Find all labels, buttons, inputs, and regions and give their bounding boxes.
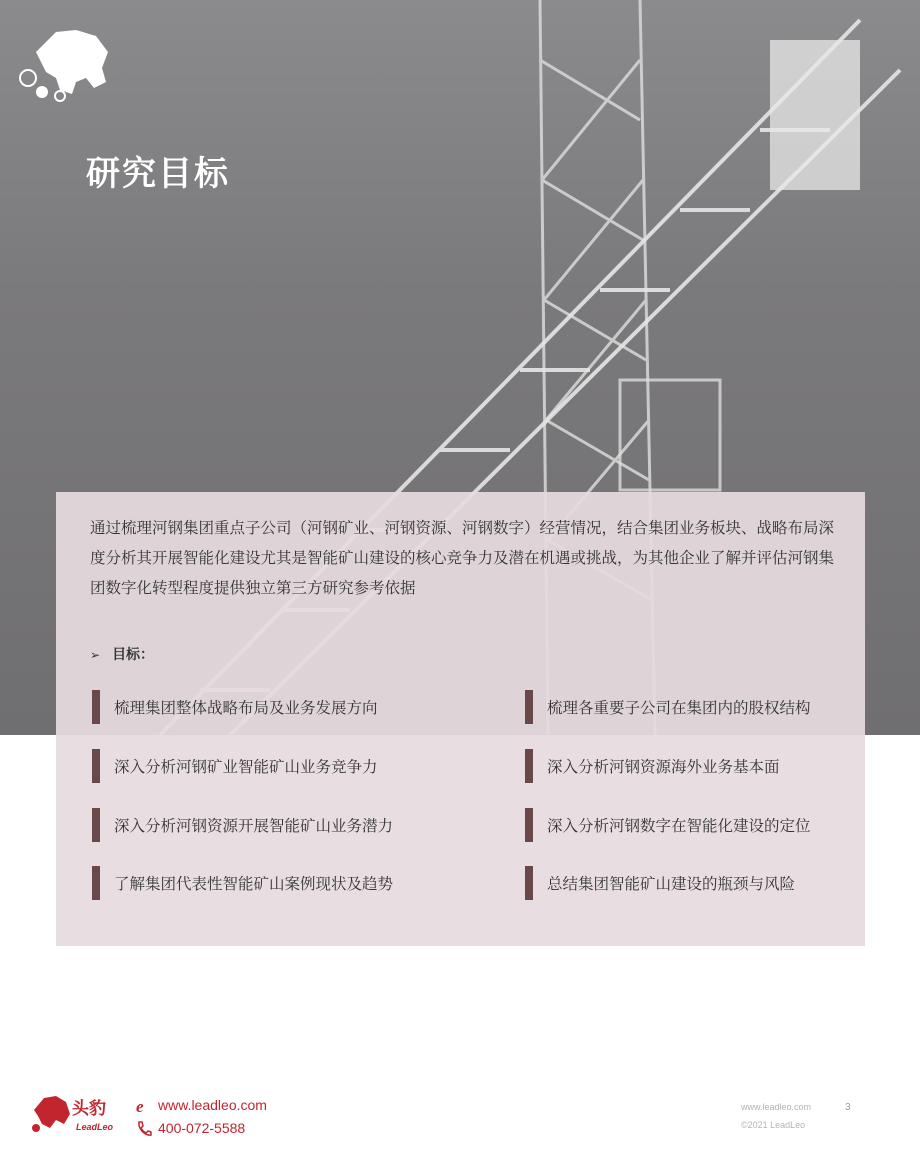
footer-website[interactable]: www.leadleo.com	[158, 1097, 267, 1113]
page-title: 研究目标	[86, 154, 230, 194]
leopard-logo-icon	[16, 22, 112, 102]
goal-bar	[525, 866, 533, 900]
footer-meta	[741, 1098, 811, 1134]
footer-contact	[135, 1094, 267, 1140]
footer-site-small: www.leadleo.com	[741, 1102, 812, 1112]
intro-paragraph: 通过梳理河钢集团重点子公司（河钢矿业、河钢资源、河钢数字）经营情况，结合集团业务板块、战略布局深度分析其开展智能化建设尤其是智能矿山建设的核心竞争力及潜在机遇或挑战，为其他企业了解并评估河钢集团数字化转型程度提供独立第三方研究参考依据	[90, 519, 835, 597]
goal-bar	[525, 690, 533, 724]
web-e-icon	[135, 1097, 153, 1115]
goal-right-3	[525, 808, 811, 842]
goal-text: 了解集团代表性智能矿山案例现状及趋势	[114, 875, 394, 893]
goal-left-1	[92, 690, 378, 724]
footer-brand-cn: 头豹	[72, 1099, 106, 1119]
footer-logo	[30, 1090, 130, 1136]
goal-left-2	[92, 749, 378, 783]
goal-text: 总结集团智能矿山建设的瓶颈与风险	[547, 875, 796, 893]
goal-text: 深入分析河钢资源海外业务基本面	[547, 758, 780, 776]
goal-left-3	[92, 808, 393, 842]
goal-right-2	[525, 749, 780, 783]
goal-bar	[92, 749, 100, 783]
goal-left-4	[92, 866, 393, 900]
footer-phone-row	[135, 1117, 267, 1140]
goal-bar	[92, 690, 100, 724]
goal-right-1	[525, 690, 811, 724]
goal-bar	[92, 866, 100, 900]
goal-bar	[525, 749, 533, 783]
phone-icon	[135, 1120, 153, 1138]
goal-text: 梳理集团整体战略布局及业务发展方向	[114, 699, 378, 717]
page-number: 3	[845, 1102, 851, 1113]
goals-heading-label: 目标：	[112, 647, 155, 663]
goal-text: 深入分析河钢资源开展智能矿山业务潜力	[114, 817, 394, 835]
goal-text: 深入分析河钢数字在智能化建设的定位	[547, 817, 811, 835]
leopard-logo-icon	[30, 1090, 130, 1136]
goals-heading	[90, 644, 154, 664]
goal-bar	[92, 808, 100, 842]
arrow-bullet-icon: ➢	[90, 648, 101, 662]
footer-brand-en: LeadLeo	[76, 1122, 114, 1132]
footer-website-row[interactable]	[135, 1094, 267, 1117]
footer-copyright: ©2021 LeadLeo	[741, 1120, 806, 1130]
goal-text: 深入分析河钢矿业智能矿山业务竞争力	[114, 758, 378, 776]
goal-text: 梳理各重要子公司在集团内的股权结构	[547, 699, 811, 717]
footer-phone: 400-072-5588	[158, 1120, 246, 1136]
svg-text:e: e	[136, 1096, 144, 1115]
goal-right-4	[525, 866, 795, 900]
goal-bar	[525, 808, 533, 842]
